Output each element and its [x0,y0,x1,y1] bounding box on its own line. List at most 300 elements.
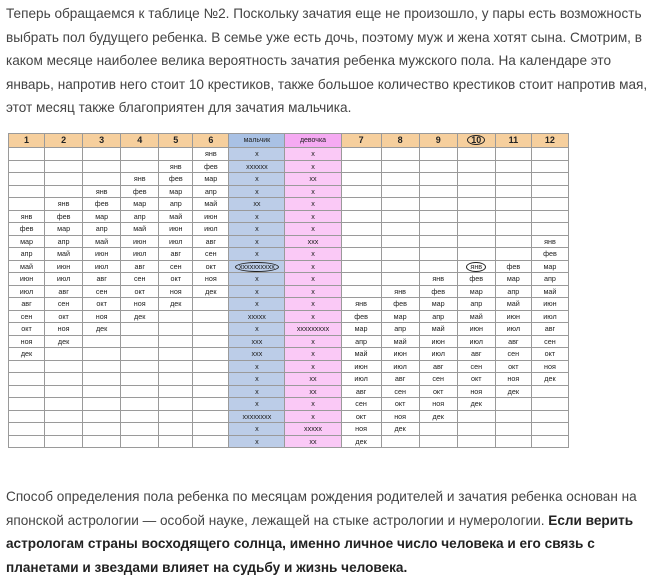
table-cell [159,373,193,386]
cell-value: x [255,286,259,296]
table-cell [457,160,495,173]
table-cell [229,360,285,373]
table-cell [83,235,121,248]
table-row [9,410,569,423]
table-cell [341,373,381,386]
cell-value: сен [394,386,406,396]
table-cell [419,323,457,336]
table-cell [45,323,83,336]
cell-value: авг [205,236,217,246]
cell-value: апр [204,186,217,196]
table-cell [495,185,531,198]
table-cell [83,335,121,348]
cell-value: янв [432,274,445,284]
cell-value: июн [204,211,218,221]
table-cell [341,260,381,273]
table-cell [45,198,83,211]
table-cell [9,323,45,336]
header-label: 11 [508,135,519,145]
table-cell [381,335,419,348]
header-cell [83,134,121,148]
table-cell [419,385,457,398]
cell-value: x [255,299,259,309]
cell-value: июл [431,349,445,359]
table-cell [83,198,121,211]
table-cell [83,160,121,173]
cell-value: ноя [204,274,217,284]
table-cell [457,285,495,298]
table-cell [457,298,495,311]
cell-value: ноя [57,324,70,334]
table-cell [341,285,381,298]
table-cell [121,198,159,211]
cell-value: мар [506,274,520,284]
table-cell [341,310,381,323]
cell-value: x [311,411,315,421]
cell-value: июл [56,274,71,284]
cell-value: xx [309,386,317,396]
cell-value: сен [169,261,182,271]
table-row [9,148,569,161]
cell-value: апр [133,211,146,221]
header-cell [229,134,285,148]
cell-value: x [255,436,259,446]
cell-value: x [255,386,259,396]
table-cell [45,398,83,411]
header-cell [121,134,159,148]
table-cell [531,235,568,248]
cell-value: x [255,374,259,384]
table-row [9,298,569,311]
table-cell [83,398,121,411]
table-cell [193,435,229,448]
cell-value: июл [94,261,109,271]
intro-paragraph: Теперь обращаемся к таблице №2. Поскольку зачатия еще не произошло, у пары есть возможность выбрать пол будущего ребенка. В семье уже есть дочь, поэтому муж и жена хотят сына. Смотрим, в каком месяце наиболее велика вероятность зачатия ребенка мужского пола. На календаре это январь, напротив него стоит 10 крестиков, также большое количество крестиков стоит напротив мая, этот месяц также благоприятен для зачатия мальчика. [6,6,648,116]
table-cell [285,335,341,348]
table-cell [9,273,45,286]
cell-value: фев [203,161,218,171]
cell-value: июн [133,236,147,246]
table-cell [121,435,159,448]
cell-value: сен [470,361,483,371]
table-cell [121,385,159,398]
table-cell [193,335,229,348]
cell-value: сен [507,349,520,359]
table-cell [159,210,193,223]
table-cell [419,360,457,373]
table-cell [495,260,531,273]
table-cell [341,273,381,286]
cell-value: ноя [169,286,182,296]
table-cell [193,185,229,198]
cell-value: дек [507,386,519,396]
cell-value: июл [506,324,521,334]
table-cell [419,185,457,198]
table-cell [121,373,159,386]
cell-value: xxx [307,236,319,246]
cell-value: дек [134,311,146,321]
table-cell [285,160,341,173]
table-cell [45,360,83,373]
table-cell [381,423,419,436]
table-cell [159,248,193,261]
cell-value: окт [170,274,182,284]
table-cell [45,160,83,173]
table-cell [193,298,229,311]
table-cell [121,223,159,236]
cell-value: xxxxxxxxx [296,324,330,334]
table-cell [229,235,285,248]
table-row [9,185,569,198]
table-cell [457,435,495,448]
table-cell [285,173,341,186]
table-cell [285,285,341,298]
cell-value: x [255,424,259,434]
header-cell [419,134,457,148]
table-cell [121,423,159,436]
table-row [9,348,569,361]
table-cell [193,398,229,411]
cell-value: xx [309,436,317,446]
table-cell [457,260,495,273]
table-cell [121,210,159,223]
cell-value: мар [393,311,407,321]
table-cell [285,260,341,273]
cell-value: фев [19,224,34,234]
table-row [9,310,569,323]
cell-value: xxxxxxxxxx [235,262,279,272]
table-cell [381,148,419,161]
cell-value: дек [57,336,70,346]
cell-value: фев [543,249,557,259]
cell-value: янв [20,211,33,221]
cell-value: мар [133,199,147,209]
cell-value: окт [508,361,519,371]
table-cell [159,173,193,186]
table-cell [83,285,121,298]
table-cell [193,198,229,211]
table-cell [159,410,193,423]
table-cell [45,273,83,286]
table-cell [531,385,568,398]
cell-value: апр [57,236,70,246]
table-cell [193,410,229,423]
table-cell [229,260,285,273]
table-cell [381,348,419,361]
table-cell [229,298,285,311]
table-cell [495,160,531,173]
cell-value: xx [309,374,317,384]
table-cell [45,385,83,398]
table-cell [341,398,381,411]
table-cell [45,210,83,223]
table-cell [495,273,531,286]
table-cell [419,298,457,311]
cell-value: x [311,211,315,221]
table-cell [381,310,419,323]
table-cell [531,323,568,336]
cell-value: июн [431,336,445,346]
table-cell [9,298,45,311]
cell-value: июн [354,361,368,371]
header-cell [9,134,45,148]
table-cell [159,148,193,161]
table-cell [381,185,419,198]
header-cell [457,134,495,148]
table-cell [419,423,457,436]
cell-value: дек [95,324,108,334]
table-cell [45,260,83,273]
table-cell [285,398,341,411]
table-cell [285,210,341,223]
cell-value: x [311,199,315,209]
table-row [9,198,569,211]
table-cell [159,323,193,336]
table-cell [457,185,495,198]
table-cell [531,360,568,373]
cell-value: авг [471,349,482,359]
cell-value: янв [355,299,367,309]
table-cell [45,248,83,261]
table-cell [419,398,457,411]
table-cell [457,173,495,186]
cell-value: июл [469,336,483,346]
cell-value: ноя [432,399,445,409]
cell-value: май [95,236,109,246]
table-cell [121,310,159,323]
table-cell [341,173,381,186]
table-cell [83,223,121,236]
table-cell [457,348,495,361]
cell-value: x [311,336,315,346]
table-cell [193,260,229,273]
table-cell [193,223,229,236]
cell-value: июл [169,236,183,246]
table-cell [285,223,341,236]
cell-value: фев [168,174,183,184]
table-cell [121,360,159,373]
table-cell [83,148,121,161]
table-cell [229,335,285,348]
table-row [9,160,569,173]
table-row [9,373,569,386]
table-cell [45,335,83,348]
conclusion-bold-text: Если верить астрологам страны восходящего солнца, именно личное число человека и его связь с планетами и звездами влияет на судьбу и жизнь человека. [6,512,634,575]
table-cell [495,310,531,323]
table-cell [159,360,193,373]
table-cell [531,260,568,273]
cell-value: фев [56,211,71,221]
cell-value: x [255,236,259,246]
table-cell [531,273,568,286]
table-cell [381,160,419,173]
cell-value: x [255,249,259,259]
table-cell [9,173,45,186]
cell-value: x [255,174,259,184]
header-cell [531,134,568,148]
table-cell [531,373,568,386]
table-cell [9,248,45,261]
table-cell [341,385,381,398]
header-label: 4 [137,135,143,145]
cell-value: x [311,299,315,309]
cell-value: xxxxxx [246,161,268,171]
table-cell [531,398,568,411]
table-cell [457,335,495,348]
table-cell [381,373,419,386]
cell-value: мар [169,186,183,196]
table-cell [495,173,531,186]
table-cell [83,360,121,373]
table-cell [229,398,285,411]
table-cell [229,210,285,223]
cell-value: сен [355,399,367,409]
table-cell [193,273,229,286]
table-cell [457,398,495,411]
cell-value: дек [470,399,482,409]
table-cell [381,198,419,211]
cell-value: окт [355,411,367,421]
table-header-row [9,134,569,148]
table-cell [341,223,381,236]
table-cell [121,185,159,198]
table-cell [457,323,495,336]
table-cell [285,323,341,336]
cell-value: сен [544,336,556,346]
table-cell [341,423,381,436]
table-cell [45,173,83,186]
cell-value: x [255,324,259,334]
table-cell [229,410,285,423]
cell-value: ноя [355,424,367,434]
table-cell [531,210,568,223]
cell-value: ноя [394,411,407,421]
cell-value: x [311,311,315,321]
cell-value: май [57,249,71,259]
table-cell [419,160,457,173]
table-cell [341,235,381,248]
cell-value: x [311,224,315,234]
cell-value: мар [354,324,368,334]
table-cell [531,185,568,198]
header-label: девочка [299,137,327,144]
cell-value: фев [132,186,147,196]
table-cell [159,273,193,286]
table-cell [193,210,229,223]
header-cell [495,134,531,148]
table-row [9,423,569,436]
cell-value: сен [432,374,444,384]
table-cell [229,248,285,261]
table-cell [419,310,457,323]
table-cell [193,235,229,248]
table-cell [193,173,229,186]
cell-value: июл [543,311,557,321]
table-cell [457,410,495,423]
cell-value: xxx [251,349,263,359]
cell-value: сен [133,274,146,284]
table-cell [285,248,341,261]
table-cell [495,210,531,223]
cell-value: янв [95,186,108,196]
table-cell [83,185,121,198]
cell-value: x [255,274,259,284]
table-cell [229,310,285,323]
table-cell [121,160,159,173]
table-cell [381,323,419,336]
table-cell [9,360,45,373]
table-cell [531,173,568,186]
table-cell [159,260,193,273]
cell-value: x [255,211,259,221]
header-cell [381,134,419,148]
header-label: 1 [24,135,30,145]
table-cell [229,385,285,398]
table-cell [531,198,568,211]
cell-value: xxxxxxxx [242,411,272,421]
cell-value: мар [543,261,557,271]
table-cell [193,248,229,261]
table-cell [9,160,45,173]
table-cell [159,348,193,361]
table-cell [381,248,419,261]
table-cell [531,335,568,348]
table-row [9,398,569,411]
table-cell [285,298,341,311]
cell-value: x [311,286,315,296]
table-cell [229,173,285,186]
cell-value: xx [309,174,317,184]
table-row [9,360,569,373]
table-cell [45,310,83,323]
cell-value: апр [169,199,182,209]
cell-value: янв [204,149,217,159]
table-cell [495,373,531,386]
cell-value: x [311,361,315,371]
table-cell [9,373,45,386]
cell-value: фев [431,286,446,296]
table-row [9,385,569,398]
header-label: 2 [61,135,67,145]
table-cell [159,423,193,436]
table-cell [381,223,419,236]
table-cell [9,423,45,436]
cell-value: ноя [133,299,146,309]
header-label: 10 [467,135,485,145]
table-cell [159,223,193,236]
table-cell [285,423,341,436]
cell-value: авг [394,374,406,384]
table-cell [285,198,341,211]
table-cell [381,435,419,448]
table-row [9,210,569,223]
table-cell [229,148,285,161]
cell-value: май [133,224,147,234]
cell-value: мар [469,286,483,296]
table-cell [193,360,229,373]
table-cell [193,148,229,161]
table-cell [381,298,419,311]
table-cell [341,435,381,448]
cell-value: июл [132,249,147,259]
cell-value: дек [544,374,556,384]
table-row [9,248,569,261]
cell-value: мар [204,174,218,184]
cell-value: окт [544,349,556,359]
table-cell [159,185,193,198]
header-label: 12 [544,135,555,145]
table-cell [159,285,193,298]
